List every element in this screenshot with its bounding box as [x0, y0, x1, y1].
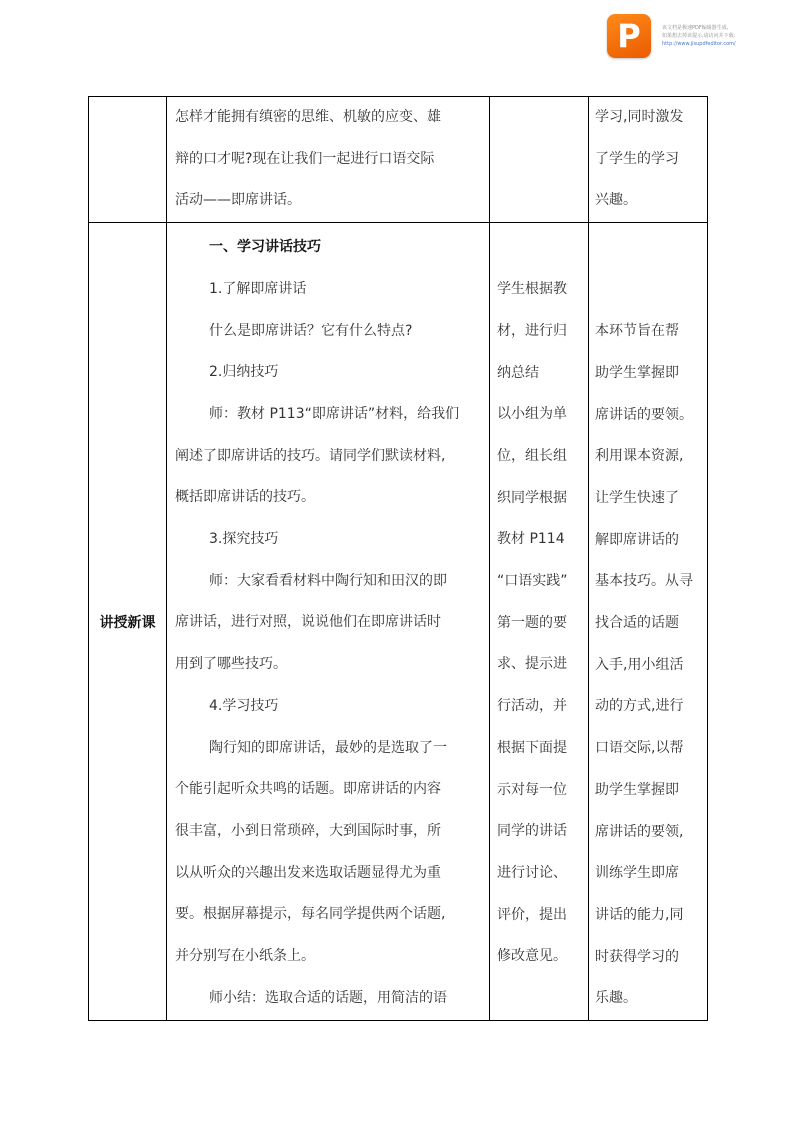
text-line: 根据下面提 [497, 739, 567, 756]
text-line: 了学生的学习 [595, 150, 679, 167]
student-cell-empty [490, 97, 589, 223]
text-line: 学习,同时激发 [595, 109, 684, 125]
text-line: 3.探究技巧 [209, 531, 279, 548]
text-line: 织同学根据 [497, 489, 567, 506]
text-line: 位，组长组 [497, 447, 567, 464]
text-line: 什么是即席讲话？它有什么特点? [209, 322, 413, 339]
activity-cell [167, 97, 490, 223]
logo-letter-p: P [617, 17, 641, 55]
activity-text [167, 223, 489, 1019]
label-cell-empty [89, 97, 167, 223]
text-line: 材，进行归 [497, 322, 567, 339]
watermark-line: 该文档是极速PDF编辑器生成, [662, 25, 729, 31]
activity-cell [167, 223, 490, 1021]
text-line: 教材 P114 [497, 531, 565, 548]
text-line: 乐趣。 [595, 990, 637, 1007]
student-activity-cell [490, 223, 589, 1021]
table-row [89, 223, 708, 1021]
text-line: 讲话的能力,同 [595, 906, 684, 923]
text-line: 席讲话的要领。 [595, 406, 693, 423]
text-line: 找合适的话题 [595, 615, 679, 632]
design-intent-text [589, 311, 707, 1020]
text-line: 口语交际,以帮 [595, 740, 684, 757]
text-line: 以小组为单 [497, 406, 567, 423]
lesson-plan-table [88, 96, 708, 1021]
text-line: 入手,用小组活 [595, 656, 684, 673]
text-line: 陶行知的即席讲话，最妙的是选取了一 [209, 739, 447, 756]
text-line: 示对每一位 [497, 781, 567, 798]
text-line: 师：教材 P113“即席讲话”材料，给我们 [209, 405, 460, 422]
text-line: 第一题的要 [497, 614, 567, 631]
text-line: “口语实践” [497, 573, 568, 590]
text-line: 助学生掌握即 [595, 364, 679, 381]
text-line: 同学的讲话 [497, 823, 567, 840]
watermark-url: http://www.jisupdfeditor.com/ [662, 41, 736, 47]
intent-text [589, 97, 707, 222]
text-line: 个能引起听众共鸣的话题。即席讲话的内容 [175, 781, 441, 798]
text-line: 席讲话的要领, [595, 823, 684, 840]
text-line: 要。根据屏幕提示，每名同学提供两个话题, [175, 906, 446, 923]
text-line: 师：大家看看材料中陶行知和田汉的即 [209, 572, 447, 589]
text-line: 基本技巧。从寻 [595, 573, 693, 590]
text-line: 动的方式,进行 [595, 698, 684, 715]
text-line: 辩的口才呢?现在让我们一起进行口语交际 [175, 150, 435, 167]
text-line: 4.学习技巧 [209, 697, 279, 714]
text-line: 评价，提出 [497, 906, 567, 923]
text-line: 阐述了即席讲话的技巧。请同学们默读材料, [175, 447, 446, 464]
text-line: 1.了解即席讲话 [209, 280, 307, 297]
text-line: 席讲话，进行对照，说说他们在即席讲话时 [175, 614, 441, 631]
text-line: 助学生掌握即 [595, 781, 679, 798]
pdf-editor-logo [607, 14, 651, 58]
text-line: 很丰富，小到日常琐碎，大到国际时事，所 [175, 822, 441, 839]
table-row [89, 97, 708, 223]
text-line: 求、提示进 [497, 656, 567, 673]
text-line: 让学生快速了 [595, 489, 679, 506]
text-line: 本环节旨在帮 [595, 323, 679, 340]
section-heading: 一、学习讲话技巧 [209, 239, 321, 256]
text-line: 行活动，并 [497, 698, 567, 715]
text-line: 兴趣。 [595, 192, 637, 209]
text-line: 解即席讲话的 [595, 531, 679, 548]
text-line: 概括即席讲话的技巧。 [175, 489, 315, 506]
text-line: 修改意见。 [497, 948, 567, 965]
text-line: 学生根据教 [497, 281, 567, 298]
section-label: 讲授新课 [89, 223, 167, 1021]
text-line: 用到了哪些技巧。 [175, 656, 287, 673]
text-line: 以从听众的兴趣出发来选取话题显得尤为重 [175, 864, 441, 881]
text-line: 并分别写在小纸条上。 [175, 948, 315, 965]
text-line: 时获得学习的 [595, 948, 679, 965]
activity-text [167, 97, 489, 222]
student-activity-text [490, 269, 588, 978]
text-line: 怎样才能拥有缜密的思维、机敏的应变、雄 [175, 109, 441, 125]
watermark-line: 如果想去掉该提示,请访问并下载: [662, 33, 736, 39]
text-line: 训练学生即席 [595, 865, 679, 882]
design-intent-cell [589, 223, 708, 1021]
text-line: 2.归纳技巧 [209, 364, 279, 381]
text-line: 进行讨论、 [497, 864, 567, 881]
text-line: 纳总结 [497, 364, 539, 381]
text-line: 活动——即席讲话。 [175, 192, 301, 209]
intent-cell [589, 97, 708, 223]
text-line: 利用课本资源, [595, 448, 684, 465]
watermark-notice [662, 24, 792, 48]
text-line: 师小结：选取合适的话题，用简洁的语 [209, 989, 447, 1006]
